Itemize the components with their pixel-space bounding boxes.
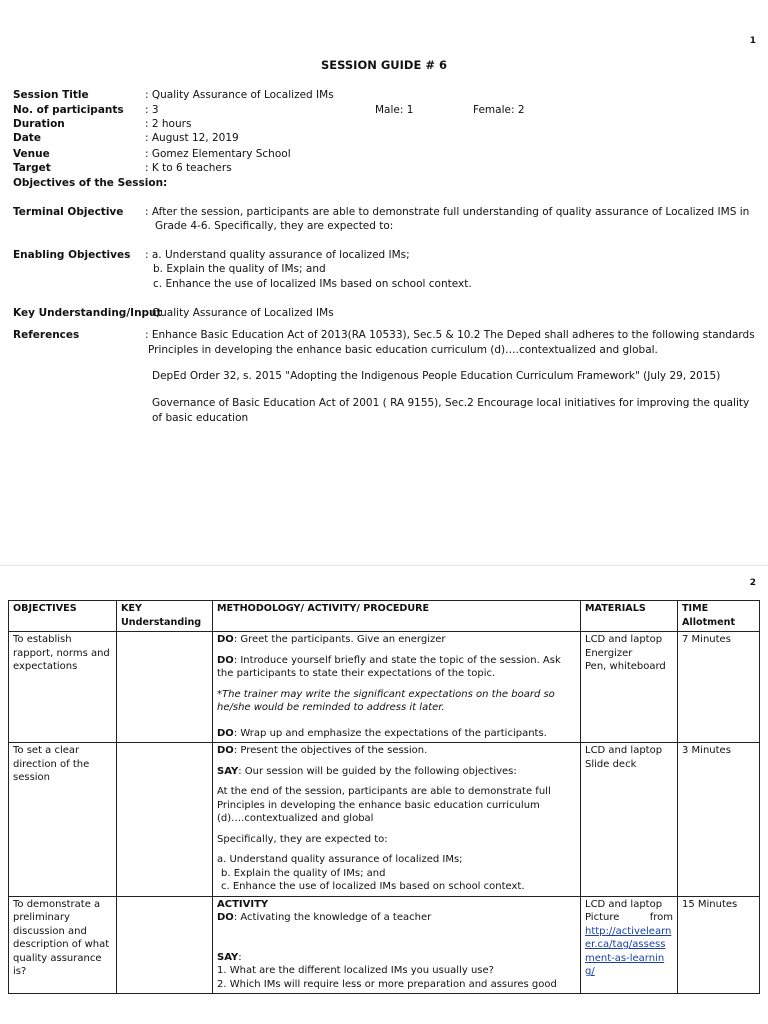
objective-cell: To demonstrate a preliminary discussion and description of what quality assurance is? (9, 896, 117, 994)
material-item: Pen, whiteboard (585, 661, 666, 672)
objective-a: a. Understand quality assurance of localized IMs; (217, 854, 463, 865)
question-1: 1. What are the different localized IMs you usually use? (217, 965, 494, 976)
date-label: Date (13, 132, 41, 144)
do-label: DO (217, 634, 234, 645)
session-plan-table (8, 600, 760, 994)
header-methodology: METHODOLOGY/ ACTIVITY/ PROCEDURE (213, 601, 581, 632)
say-colon: : (238, 951, 242, 963)
materials-cell (581, 632, 678, 743)
do-text: : Activating the knowledge of a teacher (233, 912, 432, 923)
key-cell (117, 632, 213, 743)
reference-1-line2: Principles in developing the enhance basic education curriculum (d)….contextualized and global. (148, 344, 658, 356)
key-cell (117, 896, 213, 994)
material-item: LCD and laptop (585, 634, 663, 645)
terminal-objective-label: Terminal Objective (13, 206, 124, 218)
venue-label: Venue (13, 148, 50, 160)
do-text: : Introduce yourself briefly and state the topic of the session. Ask the participants to state their expectations of the topic. (217, 654, 561, 679)
objective-cell: To set a clear direction of the session (9, 743, 117, 897)
material-item: Slide deck (585, 758, 637, 770)
objective-b: b. Explain the quality of IMs; and (221, 867, 386, 879)
methodology-cell (213, 896, 581, 994)
materials-cell (581, 743, 678, 897)
key-understanding-label: Key Understanding/Input (13, 307, 162, 319)
page-number: 2 (749, 578, 756, 588)
objectives-heading: Objectives of the Session: (13, 177, 168, 189)
methodology-cell (213, 743, 581, 897)
reference-3-line2: of basic education (152, 412, 249, 424)
terminal-objective-line2: Grade 4-6. Specifically, they are expected to: (155, 220, 394, 232)
enabling-objective-a: : a. Understand quality assurance of localized IMs; (145, 249, 410, 261)
participants-label: No. of participants (13, 104, 124, 116)
table-row (9, 632, 760, 743)
time-cell: 15 Minutes (678, 896, 760, 994)
objective-paragraph: At the end of the session, participants are able to demonstrate full Principles in developing the enhance basic education curriculum (d)….contextualized and global (217, 786, 551, 824)
target-label: Target (13, 162, 51, 174)
target-value: : K to 6 teachers (145, 162, 232, 174)
enabling-objective-b: b. Explain the quality of IMs; and (153, 263, 326, 275)
header-time-allotment: TIME Allotment (678, 601, 760, 632)
activity-heading: ACTIVITY (217, 898, 269, 910)
key-cell (117, 743, 213, 897)
duration-label: Duration (13, 118, 65, 130)
question-2: 2. Which IMs will require less or more preparation and assures good (217, 978, 557, 990)
header-key-understanding: KEY Understanding (117, 601, 213, 632)
time-cell: 7 Minutes (678, 632, 760, 743)
female-count: Female: 2 (473, 104, 525, 116)
reference-1-line1: : Enhance Basic Education Act of 2013(RA 10533), Sec.5 & 10.2 The Deped shall adheres to the following standards (145, 329, 755, 341)
do-text: : Greet the participants. Give an energizer (233, 634, 446, 645)
session-title-label: Session Title (13, 89, 89, 101)
do-label: DO (217, 912, 234, 923)
table-row (9, 896, 760, 994)
enabling-objectives-label: Enabling Objectives (13, 249, 131, 261)
references-label: References (13, 329, 80, 341)
say-label: SAY (217, 951, 239, 963)
table-header-row (9, 601, 760, 632)
venue-value: : Gomez Elementary School (145, 148, 291, 160)
enabling-objective-c: c. Enhance the use of localized IMs based on school context. (153, 278, 472, 290)
do-text: : Present the objectives of the session. (233, 745, 428, 756)
session-guide-title: SESSION GUIDE # 6 (321, 58, 447, 72)
methodology-cell (213, 632, 581, 743)
material-item: LCD and laptop (585, 898, 663, 910)
materials-cell (581, 896, 678, 994)
do-label: DO (217, 727, 234, 739)
reference-2: DepEd Order 32, s. 2015 "Adopting the Indigenous People Education Curriculum Framework" (July 29, 2015) (152, 370, 721, 382)
do-text: : Wrap up and emphasize the expectations of the participants. (233, 727, 547, 739)
objective-c: c. Enhance the use of localized IMs based on school context. (221, 881, 525, 892)
table-row (9, 743, 760, 897)
trainer-note: *The trainer may write the significant expectations on the board so he/she would be reminded to address it later. (217, 688, 555, 713)
page-2 (0, 565, 768, 1024)
session-title-value: : Quality Assurance of Localized IMs (145, 89, 334, 101)
objective-cell: To establish rapport, norms and expectations (9, 632, 117, 743)
reference-link[interactable]: http://activelearner.ca/tag/assessment-as-learning/ (585, 925, 672, 977)
material-item: Energizer (585, 647, 633, 659)
specific-heading: Specifically, they are expected to: (217, 833, 388, 845)
participants-value: : 3 (145, 104, 159, 116)
time-cell: 3 Minutes (678, 743, 760, 897)
key-understanding-value: : Quality Assurance of Localized IMs (145, 307, 334, 319)
do-label: DO (217, 654, 234, 666)
date-value: : August 12, 2019 (145, 132, 239, 144)
do-label: DO (217, 745, 234, 756)
say-label: SAY (217, 765, 239, 777)
reference-3-line1: Governance of Basic Education Act of 2001 ( RA 9155), Sec.2 Encourage local initiatives for improving the quality (152, 397, 750, 409)
page-number: 1 (749, 36, 756, 46)
material-item: LCD and laptop (585, 745, 663, 756)
terminal-objective-line1: : After the session, participants are able to demonstrate full understanding of quality assurance of Localized IMS in (145, 206, 750, 218)
header-materials: MATERIALS (581, 601, 678, 632)
header-objectives: OBJECTIVES (9, 601, 117, 632)
say-text: : Our session will be guided by the following objectives: (238, 765, 517, 777)
material-item: Picture from (585, 912, 673, 923)
male-count: Male: 1 (375, 104, 414, 116)
duration-value: : 2 hours (145, 118, 192, 130)
